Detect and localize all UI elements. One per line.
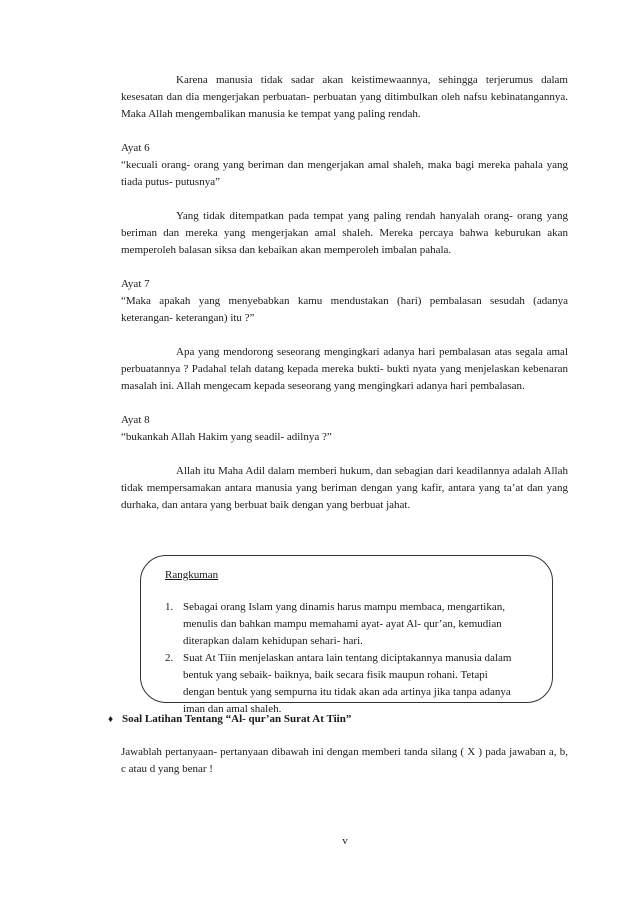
ayat-7-text: “Maka apakah yang menyebabkan kamu mendustakan (hari) pembalasan sesudah (adanya keterangan- keterangan) itu ?”	[121, 295, 568, 324]
summary-item-number: 1.	[165, 601, 174, 613]
ayat-6-text: “kecuali orang- orang yang beriman dan mengerjakan amal shaleh, maka bagi mereka pahala yang tiada putus- putusnya”	[121, 159, 568, 188]
summary-item-number: 2.	[165, 652, 174, 664]
summary-box	[140, 555, 553, 715]
diamond-bullet-icon: ♦	[108, 714, 114, 725]
summary-item-text	[183, 650, 533, 718]
exercise-instruction: Jawablah pertanyaan- pertanyaan dibawah ini dengan memberi tanda silang ( X ) pada jawaban a, b, c atau d yang benar !	[121, 746, 568, 775]
ayat-8-label: Ayat 8	[121, 414, 150, 426]
paragraph-ayat-8-explanation: Allah itu Maha Adil dalam memberi hukum, dan sebagian dari keadilannya adalah Allah tidak mempersamakan antara manusia yang beriman dengan yang kafir, antara yang ta’at dan yang durhaka, dan antara yang berbuat baik dengan yang berbuat jahat.	[121, 465, 568, 511]
summary-item	[165, 599, 534, 650]
ayat-6-label: Ayat 6	[121, 142, 150, 154]
paragraph-intro: Karena manusia tidak sadar akan keistimewaannya, sehingga terjerumus dalam kesesatan dan dia mengerjakan perbuatan- perbuatan yang ditimbulkan oleh nafsu kebinatangannya. Maka Allah mengembalikan manusia ke tempat yang paling rendah.	[121, 74, 568, 120]
summary-item-line: bentuk yang sebaik- baiknya, baik secara fisik maupun rohani. Tetapi	[183, 669, 488, 681]
ayat-8-text: “bukankah Allah Hakim yang seadil- adilnya ?”	[121, 431, 332, 443]
summary-item	[165, 650, 534, 718]
page-number: v	[342, 835, 348, 847]
summary-item-line: Sebagai orang Islam yang dinamis harus mampu membaca, mengartikan,	[183, 601, 505, 613]
summary-item-text	[183, 599, 533, 650]
main-content	[121, 72, 568, 514]
ayat-7-label: Ayat 7	[121, 278, 150, 290]
exercise-heading	[108, 711, 568, 728]
paragraph-ayat-6-explanation: Yang tidak ditempatkan pada tempat yang paling rendah hanyalah orang- orang yang beriman dan mereka yang mengerjakan amal shaleh. Mereka percaya bahwa keburukan akan memperoleh balasan siksa dan kebaikan akan memperoleh imbalan pahala.	[121, 210, 568, 256]
summary-item-line: iman dan amal shaleh.	[183, 703, 282, 715]
paragraph-ayat-7-explanation: Apa yang mendorong seseorang mengingkari adanya hari pembalasan atas segala amal perbuatannya ? Padahal telah datang kepada mereka bukti- bukti nyata yang menjelaskan kebenaran masalah ini. Allah mengecam kepada seseorang yang mengingkari adanya hari pembalasan.	[121, 346, 568, 392]
exercise-title: Soal Latihan Tentang “Al- qur’an Surat At Tiin”	[122, 713, 352, 725]
exercise-section	[108, 711, 568, 778]
summary-title: Rangkuman	[165, 569, 219, 581]
summary-item-line: menulis dan bahkan mampu memahami ayat- ayat Al- qur’an, kemudian	[183, 618, 502, 630]
summary-item-line: Suat At Tiin menjelaskan antara lain tentang diciptakannya manusia dalam	[183, 652, 512, 664]
summary-item-line: dengan bentuk yang sempurna itu tidak akan ada artinya jika tanpa adanya	[183, 686, 511, 698]
summary-list	[165, 599, 534, 718]
summary-item-line: diterapkan dalam kehidupan sehari- hari.	[183, 635, 363, 647]
